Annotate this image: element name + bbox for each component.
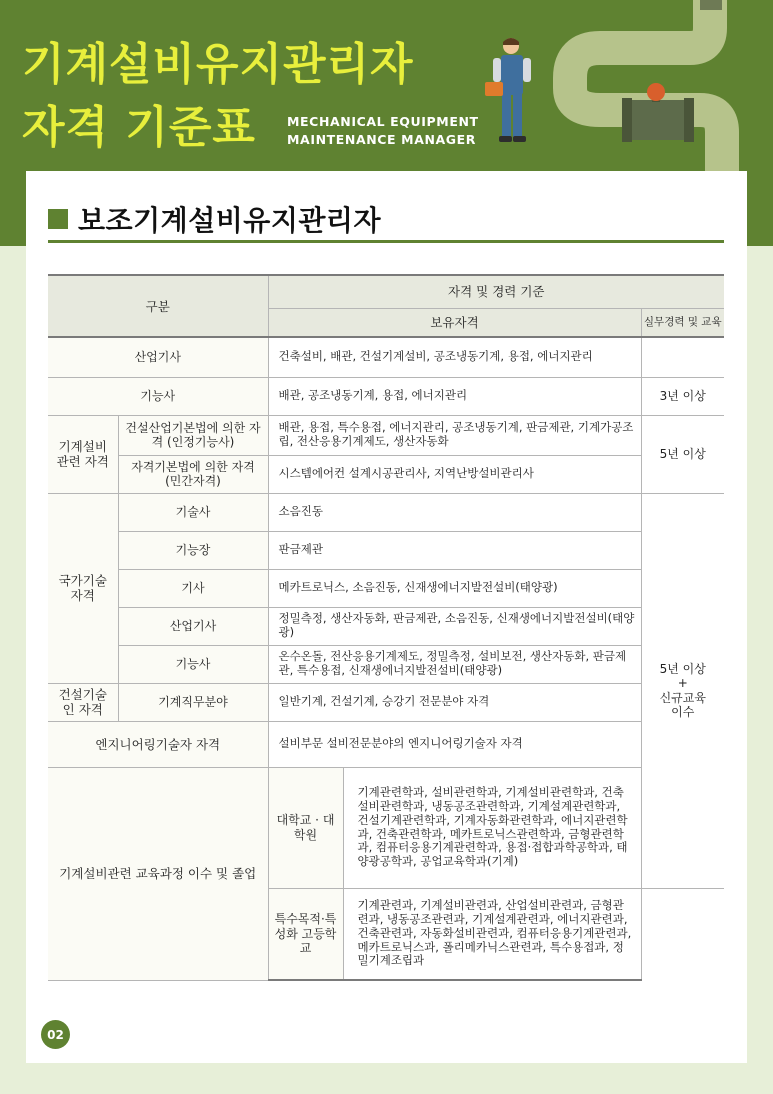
pipe-shape (570, 0, 722, 175)
valve-wheel-icon (647, 83, 665, 101)
group-label: 국가기술 자격 (48, 493, 118, 683)
page-number-badge: 02 (41, 1020, 70, 1049)
table-row (48, 569, 724, 607)
row-qualification: 기계관련학과, 설비관련학과, 기계설비관련학과, 건축설비관련학과, 냉동공조관련학과, 기계설계관련학과, 건설기계관련학과, 기계자동화관련학과, 에너지관련학과, 건축관련학과, 메카트로닉스관련학과, 금형관련학과, 컴퓨터응용기계관련학과, 용접·접합과학공학과, 태양광공학과, 공업교육학과(기계) (343, 767, 641, 888)
section-title: 보조기계설비유지관리자 (78, 204, 382, 237)
header-qualification: 보유자격 (268, 308, 641, 337)
row-label: 기능사 (48, 377, 268, 415)
row-label: 기사 (118, 569, 268, 607)
table-row (48, 493, 724, 531)
subtitle-line1: MECHANICAL EQUIPMENT (287, 114, 479, 129)
row-label: 엔지니어링기술자 자격 (48, 721, 268, 767)
section-heading (48, 199, 381, 239)
qualification-table (48, 274, 724, 981)
group-label: 기계설비 관련 자격 (48, 415, 118, 493)
row-qualification: 배관, 용접, 특수용접, 에너지관리, 공조냉동기계, 판금제관, 기계가공조립, 전산응용기계제도, 생산자동화 (268, 415, 641, 455)
worker-figure (483, 36, 541, 148)
row-label: 기능사 (118, 645, 268, 683)
pipe-joint-top (700, 0, 722, 10)
header-criteria: 자격 및 경력 기준 (268, 275, 724, 308)
row-label: 산업기사 (118, 607, 268, 645)
pipe-flange-left (622, 98, 632, 142)
worker-arm-right (523, 58, 531, 82)
row-qualification: 건축설비, 배관, 건설기계설비, 공조냉동기계, 용접, 에너지관리 (268, 337, 641, 377)
table-row (48, 683, 724, 721)
row-qualification: 시스템에어컨 설계시공관리사, 지역난방설비관리사 (268, 455, 641, 493)
pipe-valve-body (628, 100, 688, 140)
table-row (48, 607, 724, 645)
table-row (48, 721, 724, 767)
table-row (48, 767, 724, 888)
exp-line: + (677, 676, 688, 691)
main-title-line1: 기계설비유지관리자 (22, 39, 414, 90)
header-category: 구분 (48, 275, 268, 337)
row-qualification: 기계관련과, 기계설비관련과, 산업설비관련과, 금형관련과, 냉동공조관련과, 기계설계관련과, 에너지관련과, 건축관련과, 자동화설비관련과, 컴퓨터응용기계관련과, 메카트로닉스과, 폴리메카닉스관련과, 특수용접과, 정밀기계조립과 (343, 888, 641, 980)
row-label: 기술사 (118, 493, 268, 531)
row-experience (641, 337, 724, 377)
group-experience (641, 493, 724, 888)
row-label: 기능장 (118, 531, 268, 569)
worker-overalls (501, 55, 523, 95)
main-title-line2: 자격 기준표 (22, 102, 256, 153)
header-experience: 실무경력 및 교육 (641, 308, 724, 337)
row-qualification: 소음진동 (268, 493, 641, 531)
table-row (48, 377, 724, 415)
table-header-row (48, 275, 724, 308)
exp-line: 5년 이상 (659, 661, 706, 676)
row-label: 특수목적·특성화 고등학교 (268, 888, 343, 980)
section-divider (48, 240, 724, 243)
pipe-flange-right (684, 98, 694, 142)
row-qualification: 온수온돌, 전산응용기계제도, 정밀측정, 설비보전, 생산자동화, 판금제관, 특수용접, 신재생에너지발전설비(태양광) (268, 645, 641, 683)
subtitle-line2: MAINTENANCE MANAGER (287, 132, 477, 147)
table-row (48, 645, 724, 683)
worker-hair (503, 38, 519, 45)
row-label: 건설산업기본법에 의한 자격 (인정기능사) (118, 415, 268, 455)
exp-line: 이수 (671, 704, 695, 719)
row-qualification: 메카트로닉스, 소음진동, 신재생에너지발전설비(태양광) (268, 569, 641, 607)
worker-shoe-right (513, 136, 526, 142)
row-qualification: 판금제관 (268, 531, 641, 569)
row-label: 기계직무분야 (118, 683, 268, 721)
row-qualification: 정밀측정, 생산자동화, 판금제관, 소음진동, 신재생에너지발전설비(태양광) (268, 607, 641, 645)
row-qualification: 배관, 공조냉동기계, 용접, 에너지관리 (268, 377, 641, 415)
group-label: 기계설비관련 교육과정 이수 및 졸업 (48, 767, 268, 980)
exp-line: 신규교육 (659, 690, 706, 705)
worker-leg-right (513, 93, 522, 137)
row-qualification: 설비부문 설비전문분야의 엔지니어링기술자 자격 (268, 721, 641, 767)
row-experience: 5년 이상 (641, 415, 724, 493)
toolbox-icon (485, 82, 503, 96)
table-row (48, 455, 724, 493)
group-label: 건설기술인 자격 (48, 683, 118, 721)
table-row (48, 415, 724, 455)
row-experience: 3년 이상 (641, 377, 724, 415)
worker-arm-left (493, 58, 501, 82)
worker-leg-left (502, 93, 511, 137)
worker-shoe-left (499, 136, 512, 142)
row-label: 대학교 · 대학원 (268, 767, 343, 888)
row-label: 산업기사 (48, 337, 268, 377)
table-row (48, 531, 724, 569)
table-row (48, 337, 724, 377)
section-square-icon (48, 209, 68, 229)
row-qualification: 일반기계, 건설기계, 승강기 전문분야 자격 (268, 683, 641, 721)
row-label: 자격기본법에 의한 자격 (민간자격) (118, 455, 268, 493)
